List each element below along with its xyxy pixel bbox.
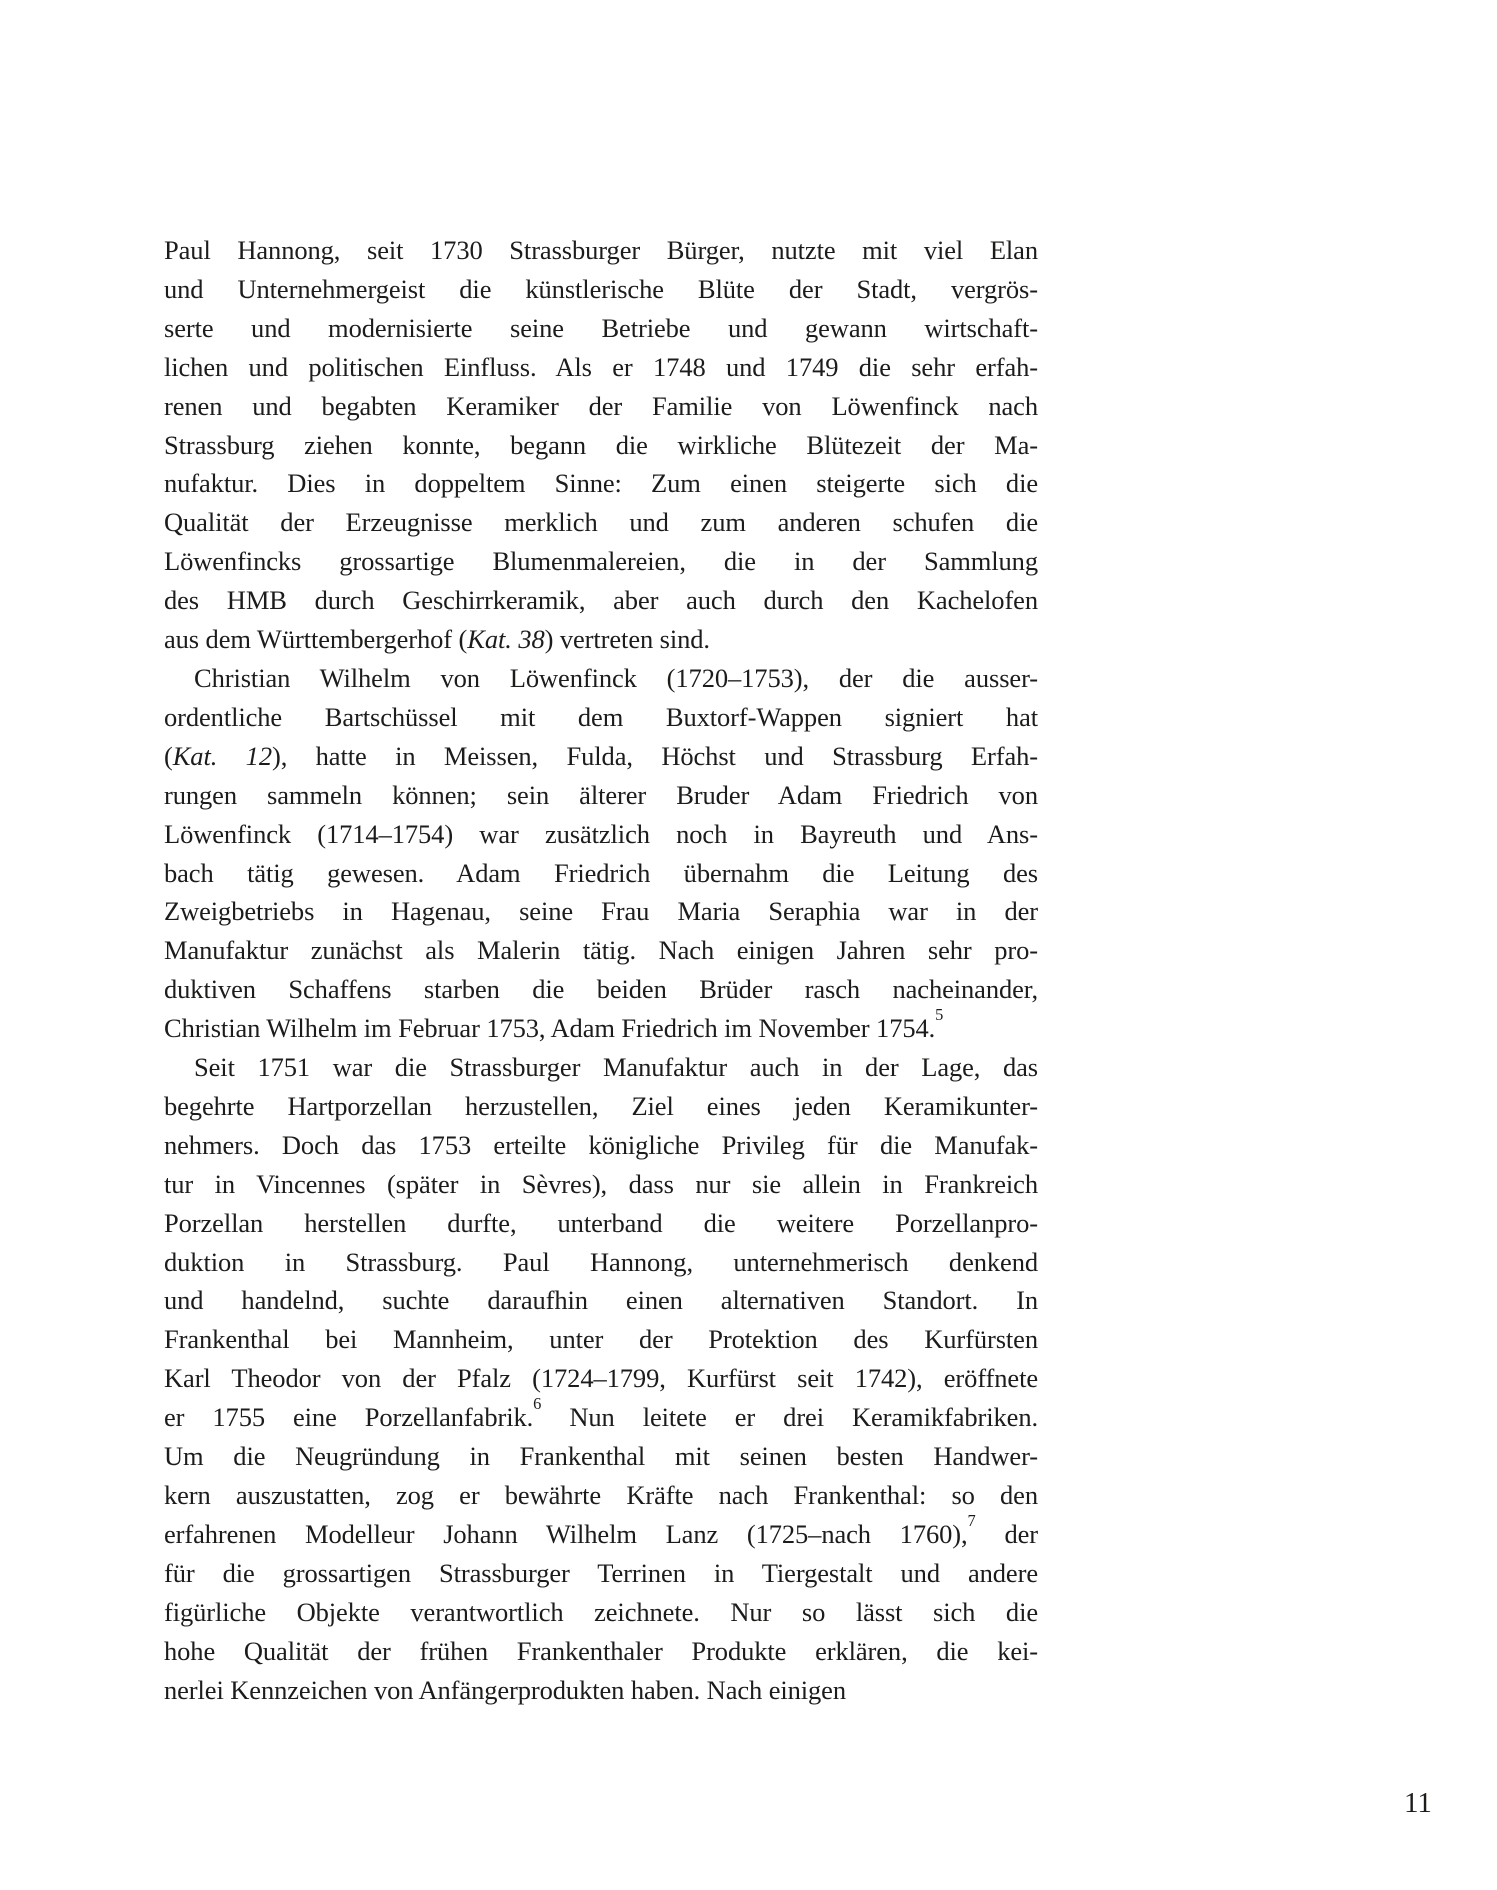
text-line: erfahrenen Modelleur Johann Wilhelm Lanz (1725–nach 1760),$^7$ der	[164, 1510, 1039, 1549]
text-line: Frankenthal bei Mannheim, unter der Protektion des Kurfürsten	[164, 1324, 1038, 1355]
text-line: lichen und politischen Einfluss. Als er 1748 und 1749 die sehr erfah-	[164, 351, 1038, 382]
text-line: Löwenfinck (1714–1754) war zusätzlich noch in Bayreuth und Ans-	[164, 818, 1038, 849]
text-line: serte und modernisierte seine Betriebe und gewann wirtschaft-	[164, 312, 1038, 343]
text-line: rungen sammeln können; sein älterer Bruder Adam Friedrich von	[164, 779, 1038, 810]
text-line: Um die Neugründung in Frankenthal mit seinen besten Handwer-	[164, 1441, 1038, 1472]
text-line: und handelnd, suchte daraufhin einen alternativen Standort. In	[164, 1285, 1038, 1316]
text-line: Manufaktur zunächst als Malerin tätig. Nach einigen Jahren sehr pro-	[164, 935, 1038, 966]
text-line: Porzellan herstellen durfte, unterband die weitere Porzellanpro-	[164, 1207, 1038, 1238]
text-line: Christian Wilhelm im Februar 1753, Adam Friedrich im November 1754.$^5$	[164, 1004, 944, 1044]
text-line: des HMB durch Geschirrkeramik, aber auch durch den Kachelofen	[164, 585, 1038, 616]
paragraph	[164, 1048, 1038, 1709]
text-line: ordentliche Bartschüssel mit dem Buxtorf-Wappen signiert hat	[164, 701, 1038, 732]
text-line: aus dem Württembergerhof (Kat. 38) vertreten sind.	[164, 624, 710, 655]
text-line: bach tätig gewesen. Adam Friedrich übernahm die Leitung des	[164, 857, 1038, 888]
text-line: renen und begabten Keramiker der Familie von Löwenfinck nach	[164, 390, 1038, 421]
text-line: nehmers. Doch das 1753 erteilte königliche Privileg für die Manufak-	[164, 1129, 1038, 1160]
text-line: Paul Hannong, seit 1730 Strassburger Bürger, nutzte mit viel Elan	[164, 235, 1038, 265]
page-number: 11	[1404, 1787, 1432, 1819]
text-line: figürliche Objekte verantwortlich zeichnete. Nur so lässt sich die	[164, 1596, 1038, 1627]
text-line: Christian Wilhelm von Löwenfinck (1720–1753), der die ausser-	[194, 662, 1038, 693]
text-line: tur in Vincennes (später in Sèvres), dass nur sie allein in Frankreich	[164, 1168, 1038, 1199]
text-line: duktiven Schaffens starben die beiden Brüder rasch nacheinander,	[164, 974, 1038, 1005]
text-line: hohe Qualität der frühen Frankenthaler Produkte erklären, die kei-	[164, 1635, 1038, 1666]
text-line: er 1755 eine Porzellanfabrik.$^6$ Nun leitete er drei Keramikfabriken.	[164, 1393, 1038, 1433]
text-line: für die grossartigen Strassburger Terrinen in Tiergestalt und andere	[164, 1557, 1038, 1588]
text-line: nerlei Kennzeichen von Anfängerprodukten haben. Nach einigen	[164, 1674, 846, 1705]
text-line: kern auszustatten, zog er bewährte Kräfte nach Frankenthal: so den	[164, 1480, 1038, 1510]
text-line: Löwenfincks grossartige Blumenmalereien, die in der Sammlung	[164, 546, 1038, 577]
paragraph	[164, 231, 1038, 659]
text-line: nufaktur. Dies in doppeltem Sinne: Zum einen steigerte sich die	[164, 468, 1038, 499]
text-line: duktion in Strassburg. Paul Hannong, unternehmerisch denkend	[164, 1246, 1038, 1277]
text-line: (Kat. 12), hatte in Meissen, Fulda, Höchst und Strassburg Erfah-	[164, 740, 1038, 771]
text-line: und Unternehmergeist die künstlerische Blüte der Stadt, vergrös-	[164, 273, 1038, 304]
text-line: Seit 1751 war die Strassburger Manufaktur auch in der Lage, das	[194, 1052, 1038, 1083]
text-line: Strassburg ziehen konnte, begann die wirkliche Blütezeit der Ma-	[164, 429, 1038, 460]
body-text	[164, 231, 1038, 1709]
text-line: Karl Theodor von der Pfalz (1724–1799, Kurfürst seit 1742), eröffnete	[164, 1363, 1038, 1394]
text-line: begehrte Hartporzellan herzustellen, Ziel eines jeden Keramikunter-	[164, 1090, 1038, 1121]
text-line: Zweigbetriebs in Hagenau, seine Frau Maria Seraphia war in der	[164, 896, 1038, 927]
paragraph	[164, 659, 1038, 1048]
text-line: Qualität der Erzeugnisse merklich und zum anderen schufen die	[164, 507, 1038, 538]
